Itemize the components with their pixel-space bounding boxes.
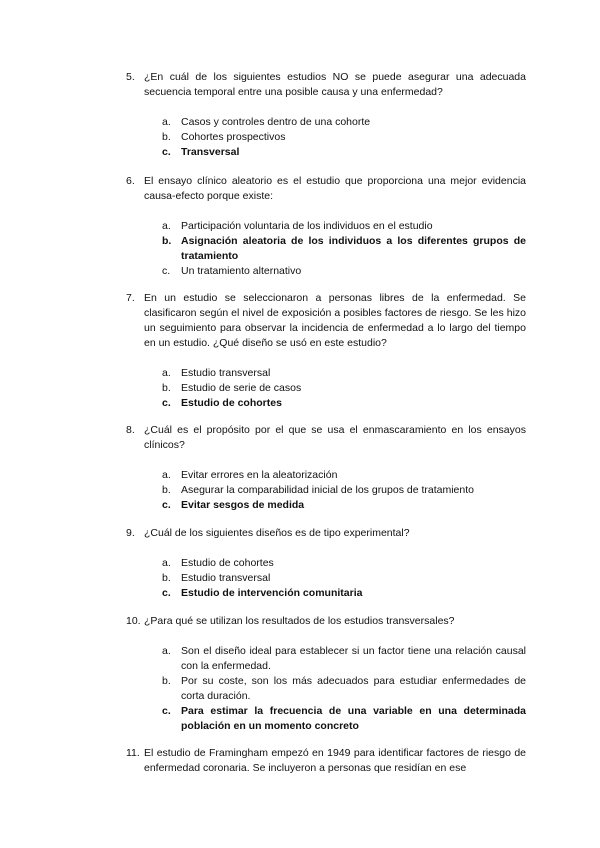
question-10 — [126, 614, 526, 734]
question-number: 9. — [126, 527, 135, 539]
options-list — [162, 366, 526, 411]
option-c: c. Un tratamiento alternativo — [162, 265, 302, 277]
option-b: b. Estudio de serie de casos — [162, 382, 302, 394]
options-list — [162, 219, 526, 279]
question-5 — [126, 70, 526, 160]
question-text: ¿Cuál de los siguientes diseños es de tipo experimental? — [144, 527, 410, 539]
option-b: b. Por su coste, son los más adecuados para estudiar enfermedades de corta duración. — [162, 675, 526, 702]
option-b: b. Cohortes prospectivos — [162, 131, 286, 143]
question-text: ¿Para qué se utilizan los resultados de los estudios transversales? — [144, 615, 455, 627]
question-number: 11. — [126, 747, 140, 759]
option-a: a. Casos y controles dentro de una cohorte — [162, 116, 371, 128]
question-number: 10. — [126, 615, 141, 627]
question-9 — [126, 526, 526, 601]
question-number: 6. — [126, 175, 135, 187]
question-text: ¿En cuál de los siguientes estudios NO se puede asegurar una adecuada secuencia temporal entre una posible causa y una enfermedad? — [144, 71, 526, 98]
question-6 — [126, 174, 526, 279]
question-text: El estudio de Framingham empezó en 1949 para identificar factores de riesgo de enfermedad coronaria. Se incluyeron a personas que residían en ese — [144, 747, 526, 774]
option-a: a. Estudio de cohortes — [162, 557, 274, 569]
option-a: a. Evitar errores en la aleatorización — [162, 469, 338, 481]
question-number: 8. — [126, 424, 135, 436]
options-list — [162, 115, 526, 160]
option-c-correct: c. Estudio de intervención comunitaria — [162, 587, 363, 599]
option-b: b. Estudio transversal — [162, 572, 271, 584]
options-list — [162, 468, 526, 513]
question-number: 5. — [126, 71, 135, 83]
question-8 — [126, 423, 526, 513]
option-c-correct: c. Transversal — [162, 146, 240, 158]
question-number: 7. — [126, 292, 135, 304]
option-a: a. Estudio transversal — [162, 367, 271, 379]
question-7 — [126, 291, 526, 411]
option-b-correct: b. Asignación aleatoria de los individuos a los diferentes grupos de tratamiento — [162, 235, 526, 262]
option-a: a. Participación voluntaria de los individuos en el estudio — [162, 220, 433, 232]
option-c-correct: c. Evitar sesgos de medida — [162, 499, 305, 511]
option-b: b. Asegurar la comparabilidad inicial de los grupos de tratamiento — [162, 484, 474, 496]
options-list — [162, 556, 526, 601]
options-list — [162, 644, 526, 734]
question-11 — [126, 746, 526, 776]
question-text: En un estudio se seleccionaron a personas libres de la enfermedad. Se clasificaron según el nivel de exposición a posibles factores de riesgo. Se les hizo un seguimiento para observar la incidencia de enfermedad a lo largo del tiempo en un estudio. ¿Qué diseño se usó en este estudio? — [144, 292, 526, 349]
option-a: a. Son el diseño ideal para establecer si un factor tiene una relación causal con la enfermedad. — [162, 645, 526, 672]
option-c-correct: c. Estudio de cohortes — [162, 397, 282, 409]
option-c-correct: c. Para estimar la frecuencia de una variable en una determinada población en un momento concreto — [162, 705, 526, 732]
question-text: El ensayo clínico aleatorio es el estudio que proporciona una mejor evidencia causa-efecto porque existe: — [144, 175, 526, 202]
question-text: ¿Cuál es el propósito por el que se usa el enmascaramiento en los ensayos clínicos? — [144, 424, 526, 451]
